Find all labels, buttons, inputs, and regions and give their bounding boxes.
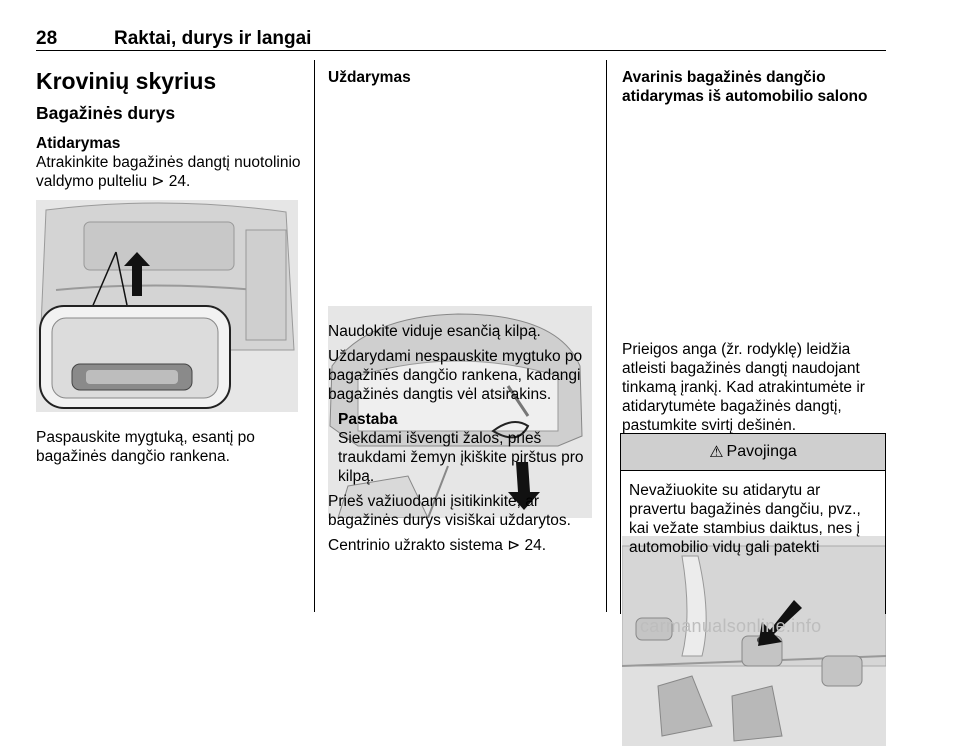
subsection-title: Bagažinės durys bbox=[36, 103, 176, 123]
ref-arrow-icon: ⊳ bbox=[507, 537, 521, 554]
warning-box bbox=[620, 433, 886, 614]
closing-p2: Uždarydami nespauskite mygtuko po bagažinės dangčio rankena, kadangi bagažinės dangtis vėl atsirakins. bbox=[328, 348, 583, 403]
tailgate-drawing bbox=[36, 200, 298, 412]
column-2 bbox=[328, 322, 598, 561]
page-ref[interactable]: 24. bbox=[524, 537, 547, 554]
section-title: Krovinių skyrius bbox=[36, 68, 217, 94]
note-text: Siekdami išvengti žalos, prieš traukdami žemyn įkiškite pirštus pro kilpą. bbox=[338, 430, 584, 485]
page-number: 28 bbox=[36, 28, 58, 49]
note-block bbox=[328, 410, 598, 486]
caption-text: Paspauskite mygtuką, esantį po bagažinės dangčio rankena. bbox=[36, 429, 255, 465]
emergency-heading: Avarinis bagažinės dangčio atidarymas iš automobilio salono bbox=[622, 69, 868, 105]
column-2-heading bbox=[328, 68, 596, 87]
header-rule bbox=[36, 50, 886, 51]
warning-icon: ⚠ bbox=[709, 444, 724, 461]
column-divider-1 bbox=[314, 60, 315, 612]
note-title: Pastaba bbox=[338, 411, 398, 428]
closing-heading: Uždarymas bbox=[328, 69, 411, 86]
emergency-text: Prieigos anga (žr. rodyklę) leidžia atleisti bagažinės dangtį naudojant tinkamą įrankį. Kad atrakintumėte ir atidarytumėte bagažinės dangtį, pastumkite svirtį dešinėn. bbox=[622, 341, 865, 434]
running-title: Raktai, durys ir langai bbox=[114, 28, 312, 49]
column-3 bbox=[622, 340, 886, 441]
tailgate-button-illustration bbox=[36, 200, 298, 412]
closing-p4: Centrinio užrakto sistema ⊳ 24. bbox=[328, 537, 547, 554]
opening-heading: Atidarymas bbox=[36, 135, 121, 152]
page-ref[interactable]: 24. bbox=[168, 173, 191, 190]
column-divider-2 bbox=[606, 60, 607, 612]
closing-p1: Naudokite viduje esančią kilpą. bbox=[328, 323, 541, 340]
warning-header bbox=[621, 434, 885, 471]
watermark: carmanualsonline.info bbox=[640, 616, 822, 636]
warning-text: Nevažiuokite su atidarytu ar pravertu bagažinės dangčiu, pvz., kai vežate stambius daiktus, nes į automobilio vidų gali patekti bbox=[629, 482, 861, 556]
column-1 bbox=[36, 68, 302, 197]
figure-caption bbox=[36, 428, 302, 472]
closing-p3: Prieš važiuodami įsitikinkite, ar bagažinės durys visiškai uždarytos. bbox=[328, 493, 571, 529]
column-3-heading bbox=[622, 68, 884, 106]
ref-arrow-icon: ⊳ bbox=[151, 173, 165, 190]
opening-text: Atrakinkite bagažinės dangtį nuotolinio valdymo pulteliu ⊳ 24. bbox=[36, 154, 301, 190]
warning-title: Pavojinga bbox=[726, 443, 797, 460]
